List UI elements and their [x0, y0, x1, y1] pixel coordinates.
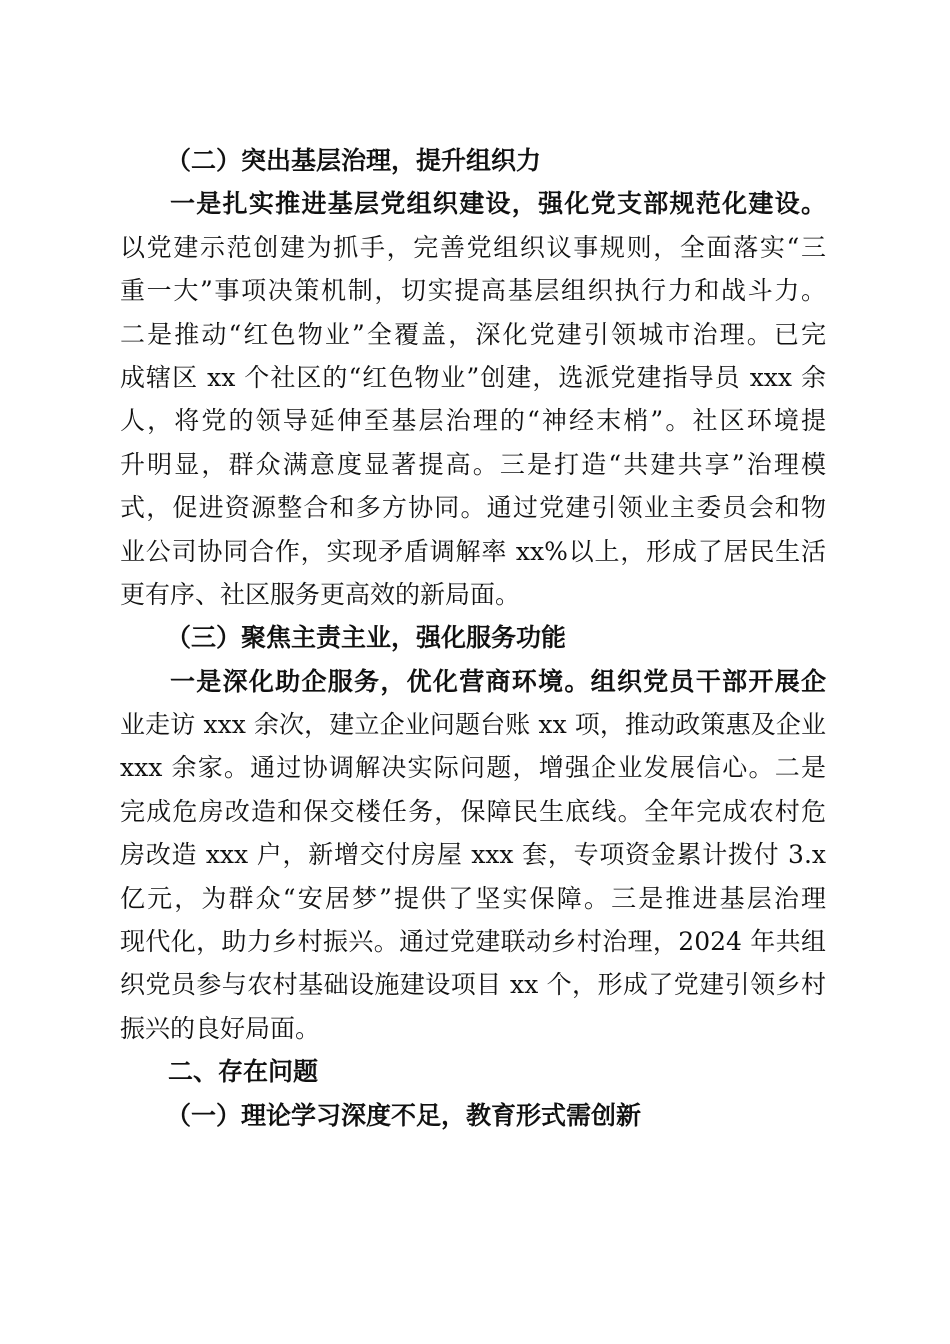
- section-heading-2-3: （三）聚焦主责主业，强化服务功能: [166, 623, 567, 653]
- paragraph-line: 以党建示范创建为抓手，完善党组织议事规则，全面落实“三: [120, 232, 826, 262]
- paragraph-line: 织党员参与农村基础设施建设项目 xx 个，形成了党建引领乡村: [120, 970, 826, 1000]
- paragraph-line: 成辖区 xx 个社区的“红色物业”创建，选派党建指导员 xxx 余: [120, 362, 826, 392]
- paragraph-line: 升明显，群众满意度显著提高。三是打造“共建共享”治理模: [120, 449, 826, 479]
- paragraph-line: 人，将党的领导延伸至基层治理的“神经末梢”。社区环境提: [120, 406, 826, 436]
- paragraph-line: 式，促进资源整合和多方协同。通过党建引领业主委员会和物: [120, 493, 826, 523]
- paragraph-2-3: [120, 660, 826, 1051]
- paragraph-line: 业走访 xxx 余次，建立企业问题台账 xx 项，推动政策惠及企业: [120, 710, 826, 740]
- section-heading-2-2: （二）突出基层治理，提升组织力: [166, 146, 542, 175]
- paragraph-line: 一是深化助企服务，优化营商环境。组织党员干部开展企: [170, 666, 826, 696]
- paragraph-line: 更有序、社区服务更高效的新局面。: [120, 579, 521, 609]
- paragraph-line: 振兴的良好局面。: [120, 1013, 321, 1043]
- paragraph-line: 一是扎实推进基层党组织建设，强化党支部规范化建设。: [170, 189, 826, 219]
- paragraph-line: 亿元，为群众“安居梦”提供了坚实保障。三是推进基层治理: [120, 883, 826, 913]
- paragraph-line: xxx 余家。通过协调解决实际问题，增强企业发展信心。二是: [120, 753, 826, 783]
- paragraph-line: 现代化，助力乡村振兴。通过党建联动乡村治理，2024 年共组: [120, 927, 826, 957]
- paragraph-line: 房改造 xxx 户，新增交付房屋 xxx 套，专项资金累计拨付 3.x: [120, 840, 826, 870]
- sub-heading-problems-1: （一）理论学习深度不足，教育形式需创新: [166, 1100, 642, 1130]
- paragraph-line: 完成危房改造和保交楼任务，保障民生底线。全年完成农村危: [120, 796, 826, 826]
- document-body: [120, 139, 826, 1137]
- paragraph-line: 重一大”事项决策机制，切实提高基层组织执行力和战斗力。: [120, 276, 826, 306]
- paragraph-line: 业公司协同合作，实现矛盾调解率 xx%以上，形成了居民生活: [120, 536, 826, 566]
- paragraph-line: 二是推动“红色物业”全覆盖，深化党建引领城市治理。已完: [120, 319, 826, 349]
- paragraph-2-2: [120, 182, 826, 616]
- section-heading-problems: 二、存在问题: [168, 1057, 319, 1087]
